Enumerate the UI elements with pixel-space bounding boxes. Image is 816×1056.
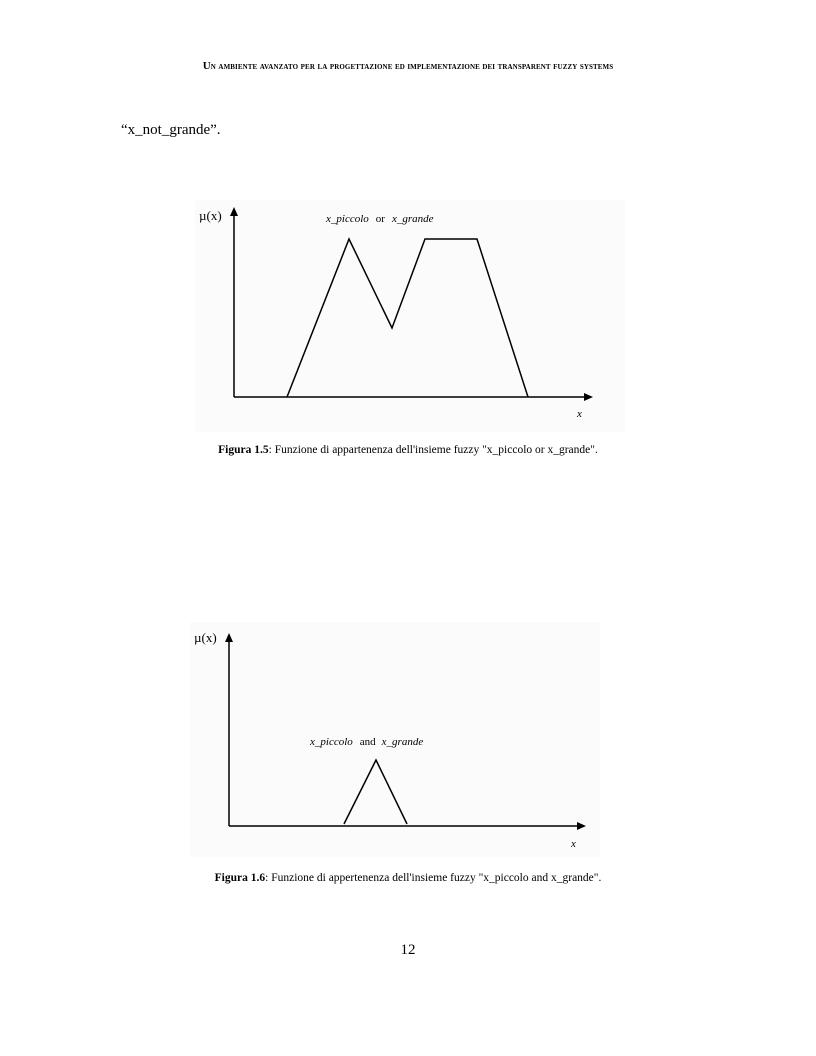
figure-1-5-plot [195,200,625,432]
curve-label-part1: x_piccolo [326,213,369,225]
caption-label: Figura 1.5 [218,444,269,456]
page-number: 12 [400,942,416,958]
curve-label-op: or [375,213,385,225]
y-axis-label: µ(x) [194,630,217,645]
figure-1-5 [195,200,625,432]
figure-1-6-plot [190,622,600,857]
continuation-text: “x_not_grande”. [121,122,221,138]
x-axis-label: x [571,838,576,850]
curve-label-part2: x_grande [391,213,434,225]
header-initial: U [202,60,211,72]
caption-text: : Funzione di appertenenza dell'insieme fuzzy "x_piccolo and x_grande". [265,872,602,884]
header-text: n ambiente avanzato per la progettazione ed implementazione dei transparent fuzzy systems [210,62,614,72]
curve-label-part2: x_grande [381,736,424,748]
curve-label-op: and [359,736,376,748]
figure-1-6-caption [0,872,816,884]
figure-1-6 [190,622,600,857]
x-axis-label: x [577,408,582,420]
figure-1-5-caption [0,444,816,456]
y-axis-label: µ(x) [199,208,222,223]
running-header [0,60,816,72]
caption-label: Figura 1.6 [214,872,266,884]
caption-text: : Funzione di appartenenza dell'insieme fuzzy "x_piccolo or x_grande". [268,444,598,456]
curve-label-part1: x_piccolo [310,736,353,748]
